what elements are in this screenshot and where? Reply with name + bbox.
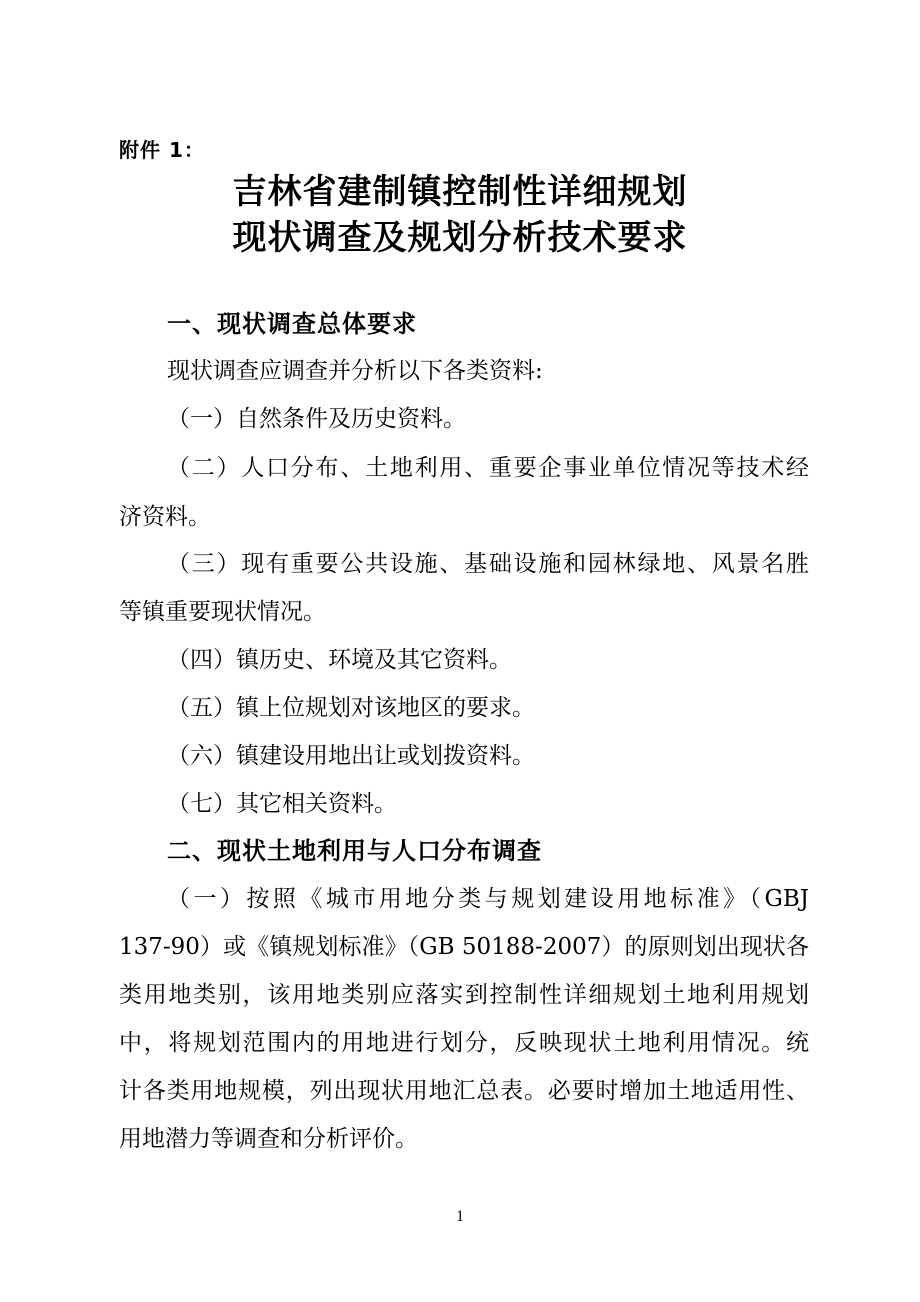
section1-heading: 一、现状调查总体要求 xyxy=(167,310,417,338)
section2-heading: 二、现状土地利用与人口分布调查 xyxy=(167,837,542,865)
section1-item3-line2: 等镇重要现状情况。 xyxy=(119,599,326,625)
section2-para-line5: 计各类用地规模，列出现状用地汇总表。必要时增加土地适用性、 xyxy=(119,1078,809,1104)
section2-para-line6: 用地潜力等调查和分析评价。 xyxy=(119,1126,418,1152)
section1-intro: 现状调查应调查并分析以下各类资料: xyxy=(167,358,543,384)
section2-para-line4: 中，将规划范围内的用地进行划分，反映现状土地利用情况。统 xyxy=(119,1030,809,1056)
attachment-label: 附件 1： xyxy=(119,138,205,162)
section1-item1: （一）自然条件及历史资料。 xyxy=(167,406,466,432)
document-title-line1: 吉林省建制镇控制性详细规划 xyxy=(232,172,688,212)
page-number: 1 xyxy=(456,1208,464,1225)
section1-item2-line2: 济资料。 xyxy=(119,504,211,530)
section1-item5: （五）镇上位规划对该地区的要求。 xyxy=(167,695,535,721)
section1-item4: （四）镇历史、环境及其它资料。 xyxy=(167,647,512,673)
section2-para-line3: 类用地类别，该用地类别应落实到控制性详细规划土地利用规划 xyxy=(119,982,809,1008)
section2-para-line2: 137-90）或《镇规划标准》（GB 50188-2007）的原则划出现状各 xyxy=(119,934,809,960)
section1-item7: （七）其它相关资料。 xyxy=(167,791,397,817)
section1-item3-line1: （三）现有重要公共设施、基础设施和园林绿地、风景名胜 xyxy=(167,551,809,577)
section1-item2-line1: （二）人口分布、土地利用、重要企事业单位情况等技术经 xyxy=(167,455,809,481)
section1-item6: （六）镇建设用地出让或划拨资料。 xyxy=(167,743,535,769)
document-title-line2: 现状调查及规划分析技术要求 xyxy=(232,218,688,258)
section2-para-line1: （一）按照《城市用地分类与规划建设用地标准》（GBJ xyxy=(167,886,809,912)
